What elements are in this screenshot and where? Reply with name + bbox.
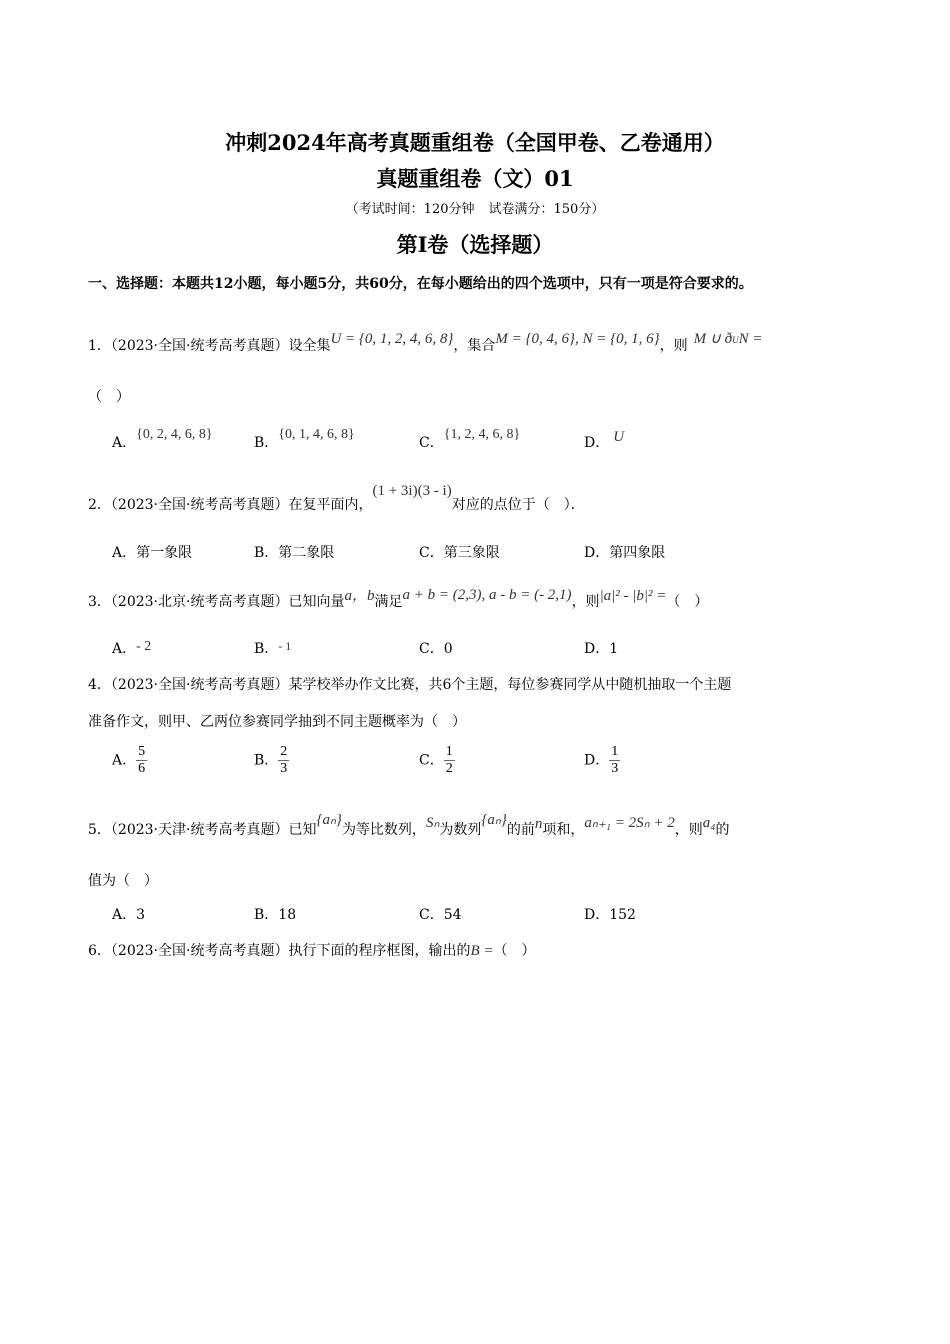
option-label: B． (254, 752, 279, 769)
option-label: A． (112, 435, 137, 451)
fraction-numerator: 1 (611, 744, 619, 759)
question-source: （2023·天津·统考高考真题） (110, 822, 289, 838)
option-label: B． (254, 545, 279, 561)
option-c[interactable] (419, 744, 455, 777)
option-label: C． (419, 907, 444, 923)
math-sequence: {aₙ} (316, 812, 342, 828)
section-title: 第I卷（选择题） (396, 232, 554, 257)
fraction-denominator: 2 (445, 761, 453, 776)
question-source: （2023·全国·统考高考真题） (110, 943, 289, 959)
option-d[interactable] (584, 638, 618, 658)
option-label: B． (254, 641, 279, 657)
math-complement: M ∪ ð (693, 331, 733, 347)
math-complex-product: (1 + 3i)(3 - i) (372, 483, 452, 499)
option-value: {0, 1, 4, 6, 8} (278, 427, 355, 442)
question-paren: （ ） (666, 594, 709, 610)
fraction-denominator: 3 (280, 761, 288, 776)
option-value: 第三象限 (443, 545, 500, 561)
question-number: 3． (88, 594, 111, 610)
math-universal-set: U = {0, 1, 2, 4, 6, 8} (330, 331, 454, 347)
question-text: ，则 (659, 338, 688, 354)
question-source: （2023·全国·统考高考真题） (110, 677, 289, 693)
fraction-numerator: 5 (138, 744, 146, 759)
paper-subtitle: 真题重组卷（文）01 (376, 166, 574, 191)
option-value: 54 (443, 907, 462, 923)
option-label: C． (419, 641, 444, 657)
question-text: 的 (715, 822, 730, 838)
option-label: D． (584, 545, 610, 561)
math-sequence: {aₙ} (481, 812, 507, 828)
option-c[interactable] (419, 638, 453, 658)
option-value: 0 (443, 641, 453, 657)
question-4-line2: 准备作文，则甲、乙两位参赛同学抽到不同主题概率为（ ） (88, 714, 466, 730)
option-b[interactable] (254, 744, 289, 777)
question-text: 已知向量 (288, 594, 345, 610)
question-number: 4． (88, 677, 111, 693)
math-partial-sum: Sₙ (425, 815, 440, 831)
fraction-numerator: 1 (445, 744, 453, 759)
option-a[interactable] (112, 427, 213, 452)
option-label: A． (112, 545, 137, 561)
option-label: A． (112, 907, 137, 923)
option-b[interactable] (254, 427, 355, 452)
option-label: D． (584, 752, 610, 769)
option-value: - 1 (278, 639, 292, 653)
question-text: 某学校举办作文比赛，共6个主题，每位参赛同学从中随机抽取一个主题 (288, 677, 732, 693)
math-complement-expr (694, 331, 763, 347)
option-value: 18 (278, 907, 297, 923)
question-text: 为数列 (439, 822, 482, 838)
option-b[interactable] (254, 542, 334, 562)
option-c[interactable] (419, 904, 462, 924)
question-text: 满足 (374, 594, 403, 610)
question-number: 6． (88, 943, 111, 959)
question-number: 1． (88, 338, 111, 354)
question-source: （2023·全国·统考高考真题） (110, 338, 289, 354)
option-a[interactable] (112, 542, 192, 562)
fraction (278, 744, 289, 777)
exam-info (0, 198, 950, 217)
question-text: ，则 (674, 822, 703, 838)
question-4 (88, 674, 731, 694)
option-label: B． (254, 435, 279, 451)
math-norm-difference: |a|² - |b|² = (599, 588, 667, 604)
option-b[interactable] (254, 904, 296, 924)
option-d[interactable] (584, 904, 636, 924)
option-value: - 2 (136, 639, 152, 654)
question-source: （2023·北京·统考高考真题） (110, 594, 289, 610)
option-value: 第一象限 (136, 545, 193, 561)
fraction (444, 744, 455, 777)
option-value: U (613, 429, 625, 445)
option-label: D． (584, 907, 610, 923)
paper-title: 冲刺2024年高考真题重组卷（全国甲卷、乙卷通用） (225, 130, 725, 155)
math-a4: a₄ (702, 815, 716, 831)
option-label: B． (254, 907, 279, 923)
question-text: 的前 (506, 822, 535, 838)
question-number: 2． (88, 497, 111, 513)
section-instruction: 一、选择题：本题共12小题，每小题5分，共60分，在每小题给出的四个选项中，只有一项是符合要求的。 (88, 276, 753, 292)
question-text: ，集合 (453, 338, 496, 354)
question-text: 为等比数列， (341, 822, 426, 838)
option-value: {0, 2, 4, 6, 8} (136, 427, 213, 442)
option-a[interactable] (112, 904, 145, 924)
question-1-paren: （ ） (88, 389, 130, 405)
fraction-denominator: 3 (611, 761, 619, 776)
question-3 (88, 587, 709, 611)
fraction-denominator: 6 (138, 761, 146, 776)
math-output-b: B = (470, 943, 494, 959)
option-value: 152 (609, 907, 636, 923)
option-d[interactable] (584, 744, 620, 777)
option-value: {1, 2, 4, 6, 8} (443, 427, 521, 442)
fraction-numerator: 2 (280, 744, 288, 759)
option-label: C． (419, 545, 444, 561)
option-d[interactable] (584, 429, 625, 452)
option-b[interactable] (254, 638, 291, 658)
question-text: 在复平面内， (288, 497, 373, 513)
math-vector-conditions: a + b = (2,3), a - b = (- 2,1) (402, 587, 572, 603)
math-complement-tail: N = (738, 331, 763, 347)
question-text: 已知 (288, 822, 317, 838)
option-label: C． (419, 435, 444, 451)
question-5 (88, 812, 730, 839)
math-recurrence: aₙ₊₁ = 2Sₙ + 2 (584, 815, 675, 831)
option-label: D． (584, 435, 610, 451)
option-label: A． (112, 641, 137, 657)
option-label: C． (419, 752, 444, 769)
option-a[interactable] (112, 744, 147, 777)
math-n: n (534, 816, 543, 832)
fraction (609, 744, 620, 777)
question-number: 5． (88, 822, 111, 838)
option-a[interactable] (112, 638, 151, 658)
question-2 (88, 483, 585, 514)
question-text: 执行下面的程序框图，输出的 (288, 943, 471, 959)
full-score: 试卷满分：150分） (488, 202, 605, 217)
math-sets-m-n: M = {0, 4, 6}, N = {0, 1, 6} (495, 331, 660, 347)
fraction (136, 744, 147, 777)
option-value: 3 (136, 907, 146, 923)
question-source: （2023·全国·统考高考真题） (110, 497, 289, 513)
option-value: 第四象限 (609, 545, 666, 561)
question-6 (88, 940, 536, 960)
question-text: 项和， (542, 822, 585, 838)
question-1 (88, 331, 763, 355)
question-text: ，则 (571, 594, 600, 610)
option-c[interactable] (419, 542, 500, 562)
question-text: （ ） (493, 943, 536, 959)
math-complement-sub: U (732, 335, 739, 345)
question-5-line2: 值为（ ） (88, 873, 158, 889)
option-d[interactable] (584, 542, 665, 562)
exam-time: （考试时间：120分钟 (345, 202, 475, 217)
option-value: 第二象限 (278, 545, 335, 561)
option-value: 1 (609, 641, 619, 657)
question-text: 对应的点位于（ ）． (451, 497, 585, 513)
option-label: A． (112, 752, 137, 769)
option-c[interactable] (419, 427, 521, 452)
question-text: 设全集 (288, 338, 331, 354)
option-label: D． (584, 641, 610, 657)
math-vectors: a，b (344, 588, 375, 604)
